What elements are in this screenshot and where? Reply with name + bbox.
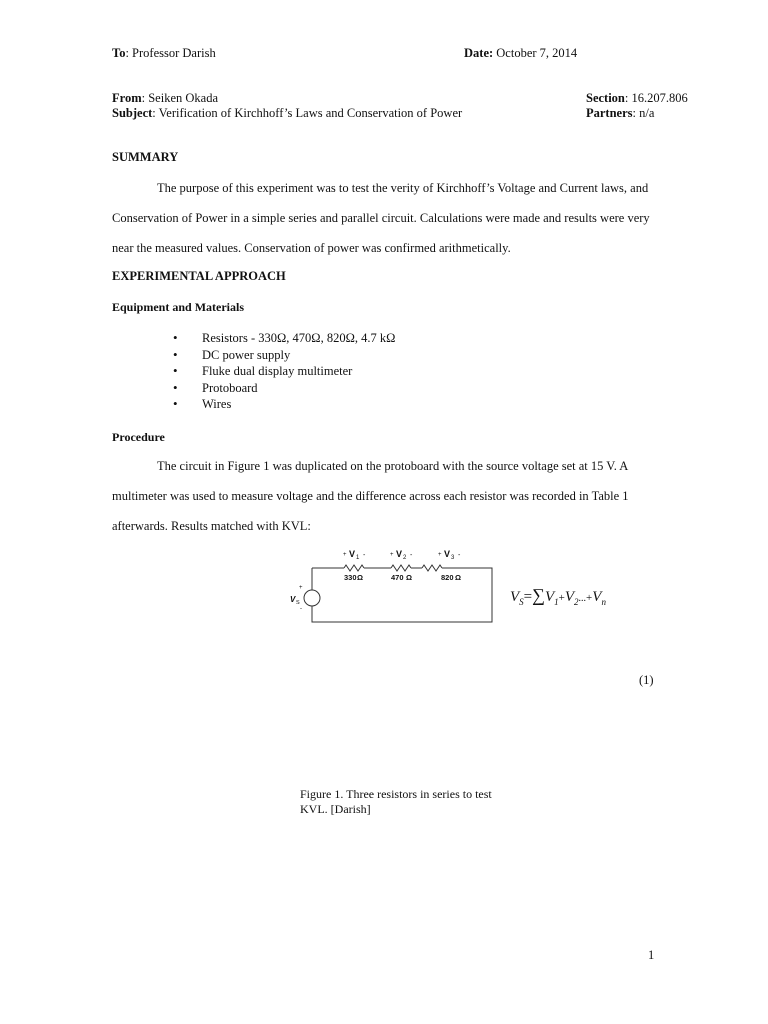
equipment-item: • Wires: [170, 396, 395, 413]
v3-sub: 3: [451, 555, 455, 561]
r2-value: 470: [391, 573, 404, 582]
section-line: [586, 91, 688, 106]
vs-label: V: [290, 595, 296, 604]
equipment-item: • Resistors - 330Ω, 470Ω, 820Ω, 4.7 kΩ: [170, 330, 395, 347]
from-value: : Seiken Okada: [141, 91, 218, 105]
v1-plus: +: [343, 552, 347, 558]
v1-sub: 1: [356, 555, 360, 561]
eq-equals: =: [523, 589, 533, 605]
procedure-heading: Procedure: [112, 430, 165, 444]
date-value: October 7, 2014: [493, 46, 578, 60]
summary-paragraph: The purpose of this experiment was to test the verity of Kirchhoff’s Voltage and Current laws, and Conservation of Power in a simple series and parallel circuit. Calculations were made and results were very near the measured values. Conservation of power was confirmed arithmetically.: [112, 181, 650, 255]
resistor-r2: [391, 565, 411, 571]
r2-ohm: Ω: [406, 573, 413, 582]
circuit-diagram: [290, 546, 500, 626]
eq-sum: ∑: [532, 585, 545, 605]
partners-label: Partners: [586, 106, 633, 120]
eq-term-2: V: [564, 589, 575, 605]
v2-sub: 2: [403, 555, 407, 561]
v3-plus: +: [438, 552, 442, 558]
to-label: To: [112, 46, 126, 60]
r1-value: 330: [344, 573, 357, 582]
voltage-source: [304, 590, 320, 606]
eq-term-n-sub: n: [601, 597, 606, 607]
subject-label: Subject: [112, 106, 153, 120]
equipment-item: • DC power supply: [170, 347, 395, 364]
date-line: [464, 46, 577, 61]
r3-value: 820: [441, 573, 454, 582]
r1-ohm: Ω: [357, 573, 364, 582]
resistor-r3: [422, 565, 442, 571]
v3-minus: -: [458, 552, 461, 559]
v3-label: V: [444, 549, 451, 559]
eq-lhs-sub: S: [519, 597, 524, 607]
eq-lhs: V: [510, 589, 520, 605]
from-label: From: [112, 91, 142, 105]
vs-minus: -: [300, 606, 302, 612]
from-line: [112, 91, 218, 106]
resistor-r1: [344, 565, 364, 571]
equipment-item: • Fluke dual display multimeter: [170, 363, 395, 380]
v2-label: V: [396, 549, 403, 559]
summary-heading: SUMMARY: [112, 150, 179, 164]
equipment-list: [170, 330, 395, 413]
approach-heading: EXPERIMENTAL APPROACH: [112, 269, 286, 283]
to-value: : Professor Darish: [125, 46, 216, 60]
page-number: 1: [648, 948, 655, 962]
figure-caption: Figure 1. Three resistors in series to test KVL. [Darish]: [300, 787, 492, 816]
equation-number: (1): [639, 673, 654, 687]
equipment-item: • Protoboard: [170, 380, 395, 397]
eq-term-1-sub: 1: [554, 597, 559, 607]
procedure-paragraph: The circuit in Figure 1 was duplicated on the protoboard with the source voltage set at 15 V. A multimeter was used to measure voltage and the difference across each resistor was recorded in Table 1 afterwards. Results matched with KVL:: [112, 459, 629, 533]
eq-term-1: V: [544, 589, 555, 605]
section-label: Section: [586, 91, 625, 105]
vs-sub: S: [296, 600, 300, 606]
eq-term-n: V: [592, 589, 602, 605]
v1-label: V: [349, 549, 356, 559]
partners-value: : n/a: [632, 106, 655, 120]
kvl-equation: [510, 585, 606, 607]
subject-line: [112, 106, 462, 121]
partners-line: [586, 106, 654, 121]
section-value: : 16.207.806: [624, 91, 688, 105]
to-line: [112, 46, 216, 61]
eq-plus-1: +: [558, 592, 565, 604]
subject-value: : Verification of Kirchhoff’s Laws and Conservation of Power: [152, 106, 463, 120]
vs-plus: +: [299, 585, 303, 591]
eq-dots: ...: [578, 593, 587, 604]
eq-term-2-sub: 2: [574, 597, 579, 607]
v2-plus: +: [390, 552, 394, 558]
date-label: Date:: [464, 46, 494, 60]
v2-minus: -: [410, 552, 413, 559]
r3-ohm: Ω: [455, 573, 462, 582]
v1-minus: -: [363, 552, 366, 559]
equipment-heading: Equipment and Materials: [112, 300, 245, 314]
eq-plus-2: +: [586, 592, 593, 604]
